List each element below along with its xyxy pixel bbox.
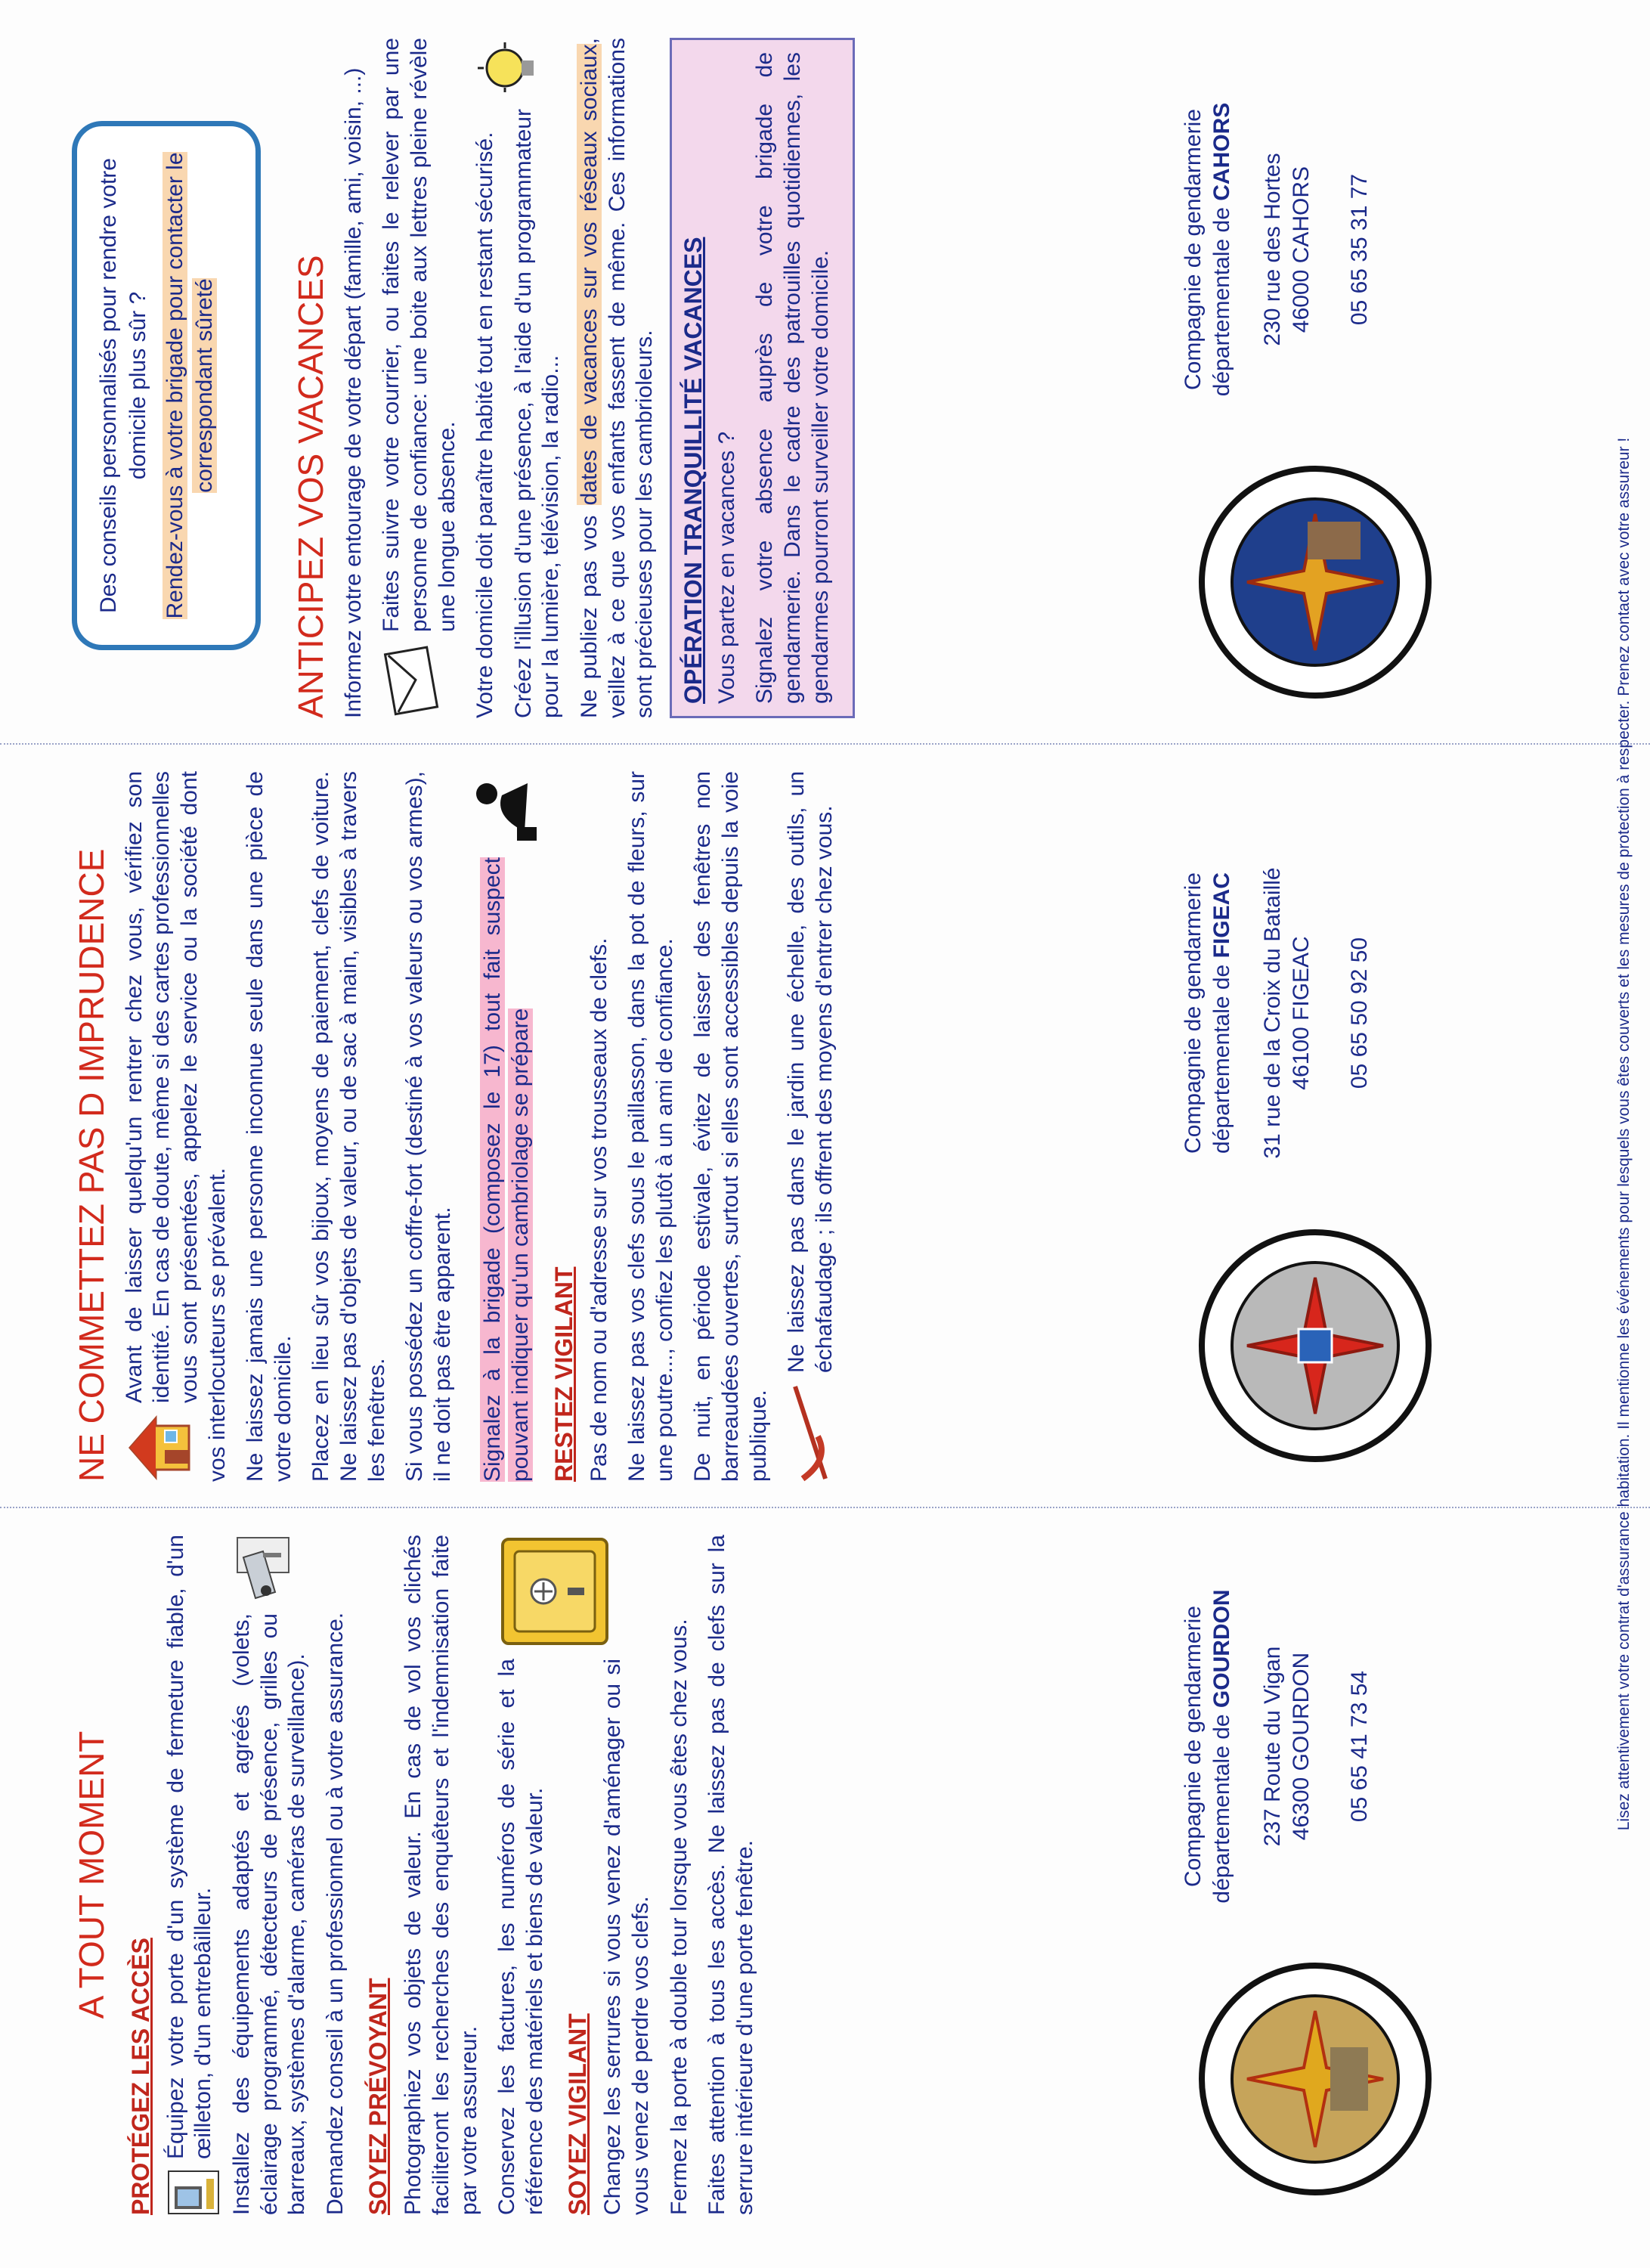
station-phone: 05 65 35 31 77	[1347, 173, 1372, 326]
bubble-line: Des conseils personnalisés pour rendre votre domicile plus sûr ?	[96, 158, 150, 613]
gendarmerie-seal-icon	[1194, 1225, 1436, 1467]
station-line: départementale de	[1209, 200, 1234, 397]
text-fragment: Ne publiez pas vos	[577, 505, 602, 718]
text-paragraph: Votre domicile doit paraître habité tout en restant sécurisé.	[472, 132, 498, 718]
station-line: départementale de	[1209, 1708, 1234, 1904]
safe-icon	[498, 1535, 615, 1648]
fold-line	[0, 1507, 1650, 1508]
station-info	[1179, 53, 1374, 446]
text-paragraph: Ne laissez jamais une personne inconnue seule dans une pièce de votre domicile.	[243, 771, 296, 1482]
text-paragraph: Installez des équipements adaptés et agréés (volets, éclairage programmé, détecteurs de présence, grilles ou barreaux, systèmes d'alarme, caméras de surveillance).	[229, 1613, 310, 2215]
house-icon	[125, 1414, 197, 1482]
box-title: OPÉRATION TRANQUILLITÉ VACANCES	[679, 237, 707, 704]
station-city: FIGEAC	[1209, 872, 1234, 959]
station-line: Compagnie de gendarmerie	[1181, 1606, 1206, 1887]
text-paragraph: Demandez conseil à un professionnel ou à votre assurance.	[322, 1612, 348, 2215]
bubble-highlight: Rendez-vous à votre brigade pour contacter le correspondant sûreté	[163, 152, 217, 619]
text-paragraph: Équipez votre porte d'un système de fermeture fiable, d'un œilleton, d'un entrebâilleur.	[163, 1535, 216, 2159]
burglar-icon	[472, 771, 543, 847]
text-paragraph: Placez en lieu sûr vos bijoux, moyens de paiement, clefs de voiture. Ne laissez pas d'objets de valeur, ou de sac à main, visibles à travers les fenêtres.	[308, 771, 389, 1482]
station-line: Compagnie de gendarmerie	[1181, 872, 1206, 1154]
text-paragraph: Faites attention à tous les accès. Ne laissez pas de clefs sur la serrure intérieure d'une porte fenêtre.	[704, 1535, 757, 2215]
station-address: 237 Route du Vigan	[1260, 1646, 1285, 1847]
operation-tranquillite-box	[670, 38, 855, 718]
advice-speech-bubble	[72, 121, 261, 650]
text-paragraph: Signalez votre absence auprès de votre brigade de gendarmerie. Dans le cadre des patrouilles quotidiennes, les gendarmes pourront surveiller votre domicile.	[752, 52, 833, 704]
text-paragraph: Pas de nom ou d'adresse sur vos trousseaux de clefs.	[586, 937, 611, 1482]
section-title-soyez-vigilant: SOYEZ VIGILANT	[564, 2013, 592, 2215]
text-paragraph: Créez l'illusion d'une présence, à l'aide d'un programmateur pour la lumière, télévision, la radio...	[510, 109, 564, 718]
gendarmerie-seal-icon	[1194, 1958, 1436, 2200]
section-title-restez-vigilant: RESTEZ VIGILANT	[549, 1266, 577, 1482]
station-address: 46300 GOURDON	[1288, 1652, 1314, 1841]
station-address: 46000 CAHORS	[1288, 166, 1314, 333]
text-paragraph: De nuit, en période estivale, évitez de laisser des fenêtres non barreaudées ouvertes, surtout si elles sont accessibles depuis la voie publique.	[690, 771, 771, 1482]
ladder-icon	[788, 1383, 837, 1482]
station-city: GOURDON	[1209, 1589, 1234, 1709]
panel-title: ANTICIPEZ VOS VACANCES	[291, 255, 330, 718]
text-paragraph	[576, 38, 659, 718]
text-paragraph: Informez votre entourage de votre départ (famille, ami, voisin, ...)	[340, 67, 366, 718]
panel-title: NE COMMETTEZ PAS D IMPRUDENCE	[72, 848, 111, 1482]
station-figeac	[1164, 786, 1542, 1467]
insurance-footer-note: Lisez attentivement votre contrat d'assurance habitation. Il mentionne les événements pour lesquels vous êtes couverts et les mesures de protection à respecter. Prenez contact avec votre assureur !	[1615, 437, 1633, 1831]
station-cahors	[1164, 38, 1542, 703]
fold-line	[0, 743, 1650, 745]
social-media-highlight: dates de vacances sur vos réseaux sociaux	[577, 44, 602, 506]
station-phone: 05 65 50 92 50	[1347, 937, 1372, 1089]
section-title-soyez-prevoyant: SOYEZ PRÉVOYANT	[364, 1978, 392, 2215]
text-paragraph: Avant de laisser quelqu'un rentrer chez vous, vérifiez son identité. En cas de doute, même si des cartes professionnelles vous sont présentées, appelez le service ou la société dont vos interlocuteurs se prévalent.	[121, 771, 230, 1482]
text-paragraph: Fermez la porte à double tour lorsque vous êtes chez vous.	[666, 1619, 692, 2215]
section-title-proteger-acces: PROTÉGEZ LES ACCÈS	[126, 1938, 154, 2215]
gendarmerie-seal-icon	[1194, 461, 1436, 703]
text-paragraph: Changez les serrures si vous venez d'aménager ou si vous venez de perdre vos clefs.	[600, 1659, 654, 2215]
station-phone: 05 65 41 73 54	[1347, 1670, 1372, 1823]
station-info	[1179, 1550, 1374, 1943]
text-paragraph: Faites suivre votre courrier, ou faites le relever par une personne de confiance: une boite aux lettres pleine révèle une longue absence.	[379, 38, 460, 632]
station-info	[1179, 816, 1374, 1210]
alert-highlight: Signalez à la brigade (composez le 17) tout fait suspect pouvant indiquer qu'un cambriolage se prépare	[480, 857, 534, 1482]
station-gourdon	[1164, 1535, 1542, 2200]
station-line: Compagnie de gendarmerie	[1181, 109, 1206, 390]
text-paragraph: Conservez les factures, les numéros de série et la référence des matériels et biens de valeur.	[494, 1659, 547, 2215]
lightbulb-icon	[476, 38, 548, 98]
text-paragraph: Vous partez en vacances ?	[714, 431, 739, 704]
text-paragraph: Ne laissez pas vos clefs sous le paillasson, dans la pot de fleurs, sur une poutre..., confiez les plutôt à un ami de confiance.	[624, 771, 677, 1482]
station-address: 46100 FIGEAC	[1288, 936, 1314, 1090]
text-paragraph: Photographiez vos objets de valeur. En cas de vol vos clichés faciliteront les recherches des enquêteurs et l'indemnisation faite par votre assureur.	[401, 1535, 481, 2215]
panel-title: A TOUT MOMENT	[72, 1730, 111, 2019]
station-address: 31 rue de la Croix du Bataillé	[1260, 867, 1285, 1159]
alert-text	[479, 771, 534, 1482]
door-lock-icon	[167, 2170, 224, 2215]
text-paragraph: Ne laissez pas dans le jardin une échelle, des outils, un échafaudage ; ils offrent des moyens d'entrer chez vous.	[784, 771, 837, 1373]
envelope-icon	[382, 643, 447, 718]
station-line: départementale de	[1209, 958, 1234, 1154]
text-fragment: , veillez à ce que vos enfants fassent de même. Ces informations sont précieuses pour les cambrioleurs.	[577, 38, 658, 718]
station-address: 230 rue des Hortes	[1260, 153, 1285, 346]
station-city: CAHORS	[1209, 102, 1234, 201]
text-paragraph: Si vous possédez un coffre-fort (destiné à vos valeurs ou vos armes), il ne doit pas être apparent.	[402, 771, 455, 1482]
surveillance-camera-icon	[233, 1535, 297, 1603]
